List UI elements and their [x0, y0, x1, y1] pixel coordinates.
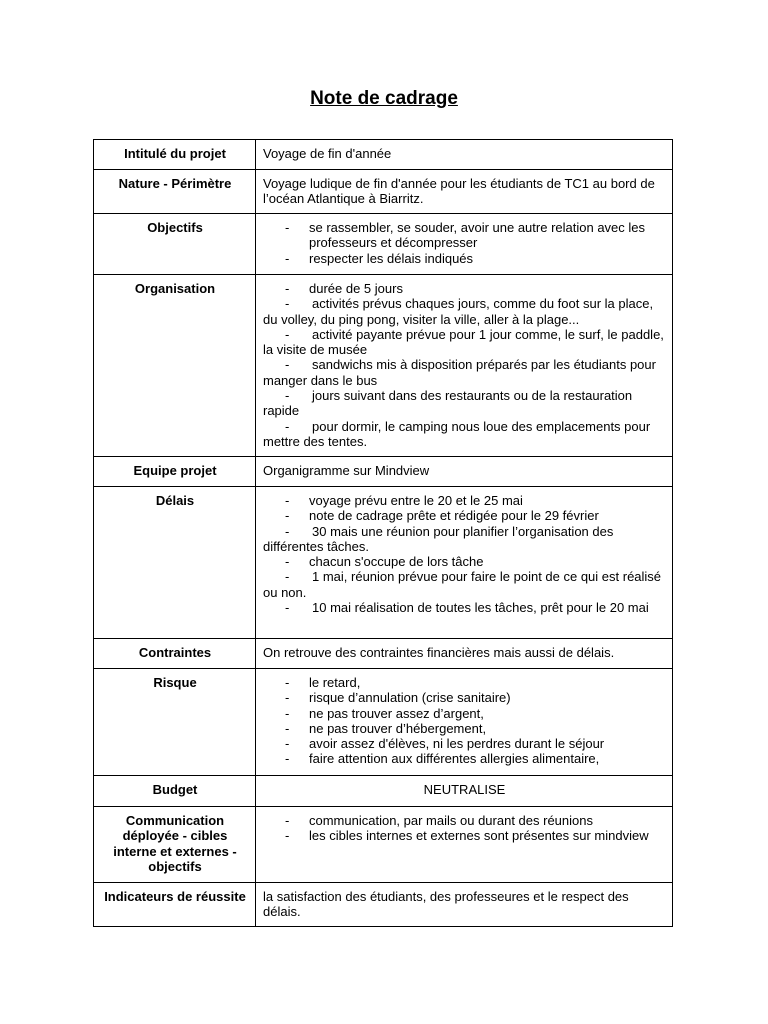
value-delais [256, 487, 673, 639]
list-item: - se rassembler, se souder, avoir une autre relation avec les professeurs et décompresser [285, 220, 646, 251]
list-item: - ne pas trouver assez d’argent, [285, 705, 484, 721]
list-item: - durée de 5 jours [285, 281, 403, 296]
row-budget [94, 776, 673, 807]
list-item: - 1 mai, réunion prévue pour faire le point de ce qui est réalisé ou non. [263, 569, 662, 600]
label-equipe: Equipe projet [94, 457, 256, 487]
row-nature [94, 170, 673, 214]
list-item: - risque d’annulation (crise sanitaire) [285, 690, 511, 706]
list-item: - les cibles internes et externes sont présentes sur mindview [285, 828, 649, 844]
value-communication [256, 807, 673, 883]
value-budget: NEUTRALISE [256, 776, 673, 807]
label-communication: Communication déployée - cibles interne et externes - objectifs [94, 807, 256, 883]
list-item: - note de cadrage prête et rédigée pour le 29 février [285, 508, 599, 524]
label-budget: Budget [94, 776, 256, 807]
value-objectifs [256, 214, 673, 275]
value-contraintes: On retrouve des contraintes financières mais aussi de délais. [256, 639, 673, 669]
cadrage-table [93, 139, 673, 927]
list-item: - respecter les délais indiqués [285, 250, 474, 266]
label-risque: Risque [94, 669, 256, 776]
value-intitule: Voyage de fin d'année [256, 140, 673, 170]
list-item: - pour dormir, le camping nous loue des emplacements pour mettre des tentes. [263, 418, 651, 449]
value-risque [256, 669, 673, 776]
list-item: - communication, par mails ou durant des réunions [285, 813, 593, 828]
value-organisation [256, 275, 673, 457]
row-indicateurs [94, 883, 673, 927]
row-delais [94, 487, 673, 639]
label-contraintes: Contraintes [94, 639, 256, 669]
list-item: - 30 mais une réunion pour planifier l’organisation des différentes tâches. [263, 523, 614, 554]
row-objectifs [94, 214, 673, 275]
page-title: Note de cadrage [310, 88, 458, 109]
label-nature: Nature - Périmètre [94, 170, 256, 214]
row-contraintes [94, 639, 673, 669]
list-item: - activité payante prévue pour 1 jour comme, le surf, le paddle, la visite de musée [263, 326, 664, 358]
value-nature: Voyage ludique de fin d'année pour les étudiants de TC1 au bord de l’océan Atlantique à Biarritz. [256, 170, 673, 214]
list-item: - faire attention aux différentes allergies alimentaire, [285, 751, 600, 767]
row-communication [94, 807, 673, 883]
list-item: - activités prévus chaques jours, comme du foot sur la place, du volley, du ping pong, visiter la ville, aller à la plage... [263, 296, 654, 327]
list-item: - chacun s'occupe de lors tâche [285, 554, 484, 570]
list-item: - avoir assez d'élèves, ni les perdres durant le séjour [285, 736, 605, 752]
row-intitule [94, 140, 673, 170]
value-indicateurs: la satisfaction des étudiants, des professeures et le respect des délais. [256, 883, 673, 927]
list-item: - voyage prévu entre le 20 et le 25 mai [285, 493, 523, 508]
value-equipe: Organigramme sur Mindview [256, 457, 673, 487]
list-item: - le retard, [285, 675, 361, 690]
row-equipe [94, 457, 673, 487]
list-item: - sandwichs mis à disposition préparés par les étudiants pour manger dans le bus [263, 357, 656, 388]
list-item: - 10 mai réalisation de toutes les tâches, prêt pour le 20 mai [285, 600, 649, 616]
label-intitule: Intitulé du projet [94, 140, 256, 170]
label-organisation: Organisation [94, 275, 256, 457]
row-risque [94, 669, 673, 776]
list-item: - jours suivant dans des restaurants ou de la restauration rapide [263, 388, 633, 419]
label-delais: Délais [94, 487, 256, 639]
label-indicateurs: Indicateurs de réussite [94, 883, 256, 927]
row-organisation [94, 275, 673, 457]
label-objectifs: Objectifs [94, 214, 256, 275]
list-item: - ne pas trouver d’hébergement, [285, 720, 487, 736]
